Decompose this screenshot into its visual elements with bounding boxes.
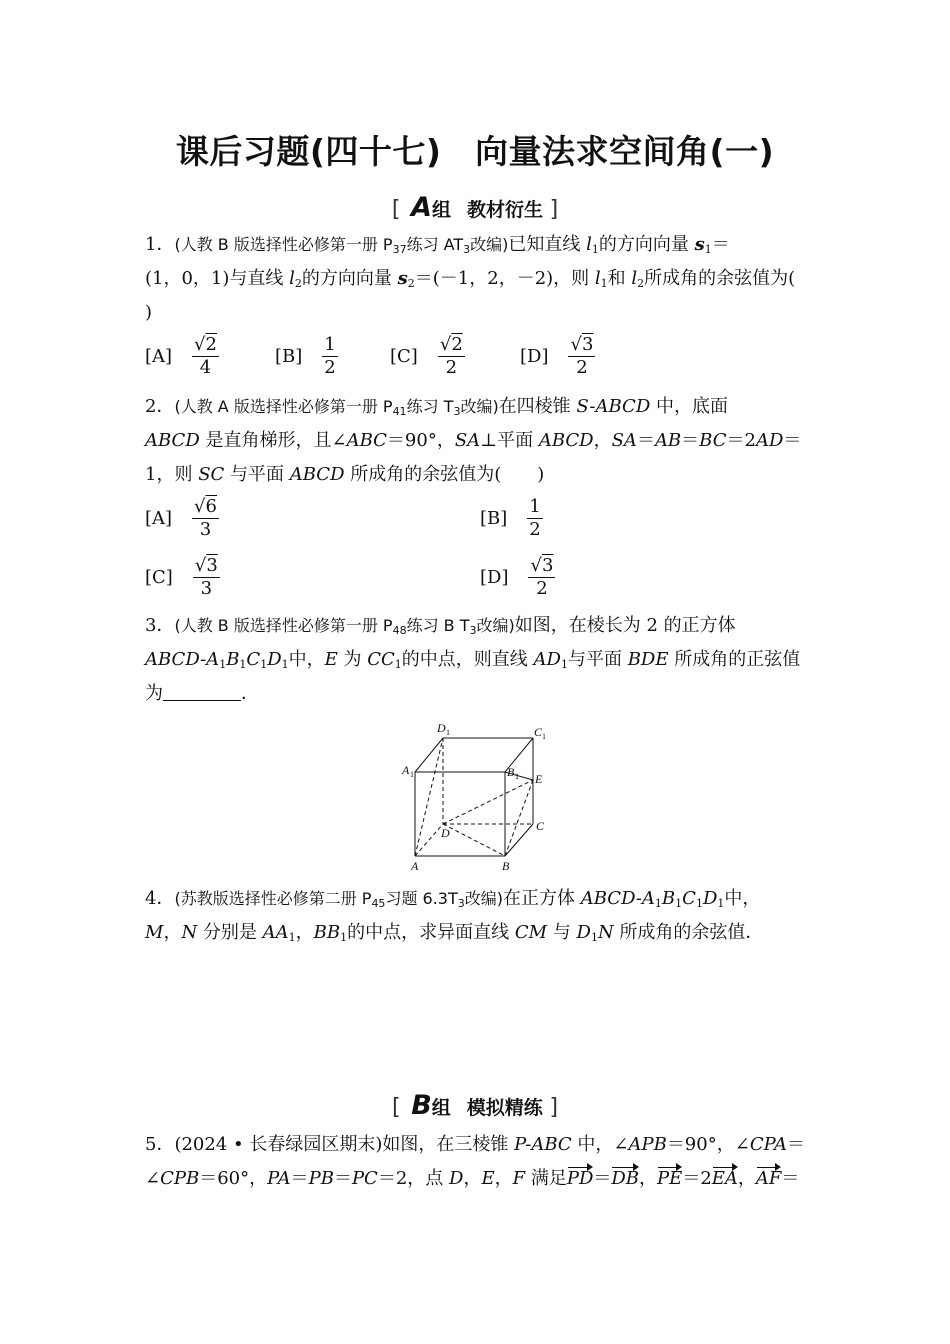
group-a-zu: 组: [431, 199, 451, 221]
q2-option-a[interactable]: [A] $\frac{√6}{3}$: [145, 496, 217, 540]
q4-line-2: M，N 分别是 $AA_1$，$BB_1$的中点，求异面直线 CM 与 $D_1N$ 所成角的余弦值．: [145, 922, 764, 944]
q4-line-1: 4．(苏教版选择性必修第二册 $P_{45}$习题 $6.3T_3$改编)在正方体 ABCD-$A_1B_1C_1D_1$中，: [145, 888, 761, 910]
q1-option-c[interactable]: [C] $\frac{√2}{2}$: [390, 334, 463, 378]
q5-line-2: ∠CPB＝60°，PA＝PB＝PC＝2，点 D，E，F 满足PD＝DB，PE＝2EA，AF＝: [145, 1168, 800, 1189]
svg-text:1: 1: [446, 728, 450, 737]
label-D1: D: [437, 721, 446, 735]
q2-line-1: 2．(人教 A 版选择性必修第一册 $P_{41}$练习 $T_3$改编)在四棱锥 S-ABCD 中，底面: [145, 396, 728, 418]
label-A1: A: [402, 763, 410, 777]
label-B1: B: [507, 765, 515, 779]
group-b-zu: 组: [431, 1097, 451, 1119]
q1-line-1: 1．(人教 B 版选择性必修第一册 $P_{37}$练习 $AT_3$改编)已知直线 $l_1$的方向向量 $s_1=$: [145, 234, 730, 256]
svg-text:1: 1: [410, 770, 414, 779]
q1-option-a[interactable]: [A] $\frac{√2}{4}$: [145, 334, 217, 378]
q3-line-1: 3．(人教 B 版选择性必修第一册 $P_{48}$练习 B $T_3$改编)如图，在棱长为 2 的正方体: [145, 615, 736, 637]
group-a-letter: A: [411, 192, 432, 223]
q3-line-3: 为 ．: [145, 683, 259, 704]
label-E: E: [535, 772, 543, 786]
q2-line-2: ABCD 是直角梯形，且∠ABC＝90°，SA⊥平面 ABCD，SA＝AB＝BC＝2AD＝: [145, 430, 802, 451]
q1-option-d[interactable]: [D] $\frac{√3}{2}$: [520, 334, 594, 378]
q2-option-b[interactable]: [B] $\frac{1}{2}$: [480, 496, 541, 540]
group-b-name: 模拟精练: [466, 1097, 543, 1119]
q2-option-c[interactable]: [C] $\frac{√3}{3}$: [145, 555, 218, 599]
q3-line-2: ABCD-$A_1B_1C_1D_1$中，E 为 $CC_1$的中点，则直线 $AD_1$与平面 BDE 所成角的正弦值: [145, 649, 801, 671]
label-A: A: [411, 859, 419, 873]
q2-line-3: 1，则 SC 与平面 ABCD 所成角的余弦值为( ): [145, 464, 545, 485]
svg-text:1: 1: [515, 772, 519, 781]
page-title: 课后习题(四十七) 向量法求空间角(一): [175, 132, 775, 171]
q2-option-d[interactable]: [D] $\frac{√3}{2}$: [480, 555, 554, 599]
svg-text:1: 1: [542, 732, 546, 741]
group-b-header: [ B组 模拟精练 ]: [391, 1090, 559, 1121]
group-b-letter: B: [411, 1090, 432, 1121]
label-D: D: [441, 826, 450, 840]
group-a-header: [ A组 教材衍生 ]: [391, 192, 559, 223]
q1-line-2: (1，0，1)与直线 $l_2$的方向向量 $s_2=(-1$，2，－2)，则 $l_1$和 $l_2$所成角的余弦值为(: [145, 268, 796, 290]
label-B: B: [502, 859, 510, 873]
answer-blank[interactable]: [163, 682, 241, 701]
cube-figure: [395, 716, 555, 876]
label-C: C: [536, 819, 545, 833]
q5-line-1: 5．(2024 • 长春绿园区期末)如图，在三棱锥 P-ABC 中，∠APB＝90°，∠CPA＝: [145, 1134, 806, 1155]
q1-line-3: ): [145, 302, 153, 323]
q1-option-b[interactable]: [B] $\frac{1}{2}$: [275, 334, 336, 378]
label-C1: C: [534, 725, 543, 739]
group-a-name: 教材衍生: [466, 199, 543, 221]
